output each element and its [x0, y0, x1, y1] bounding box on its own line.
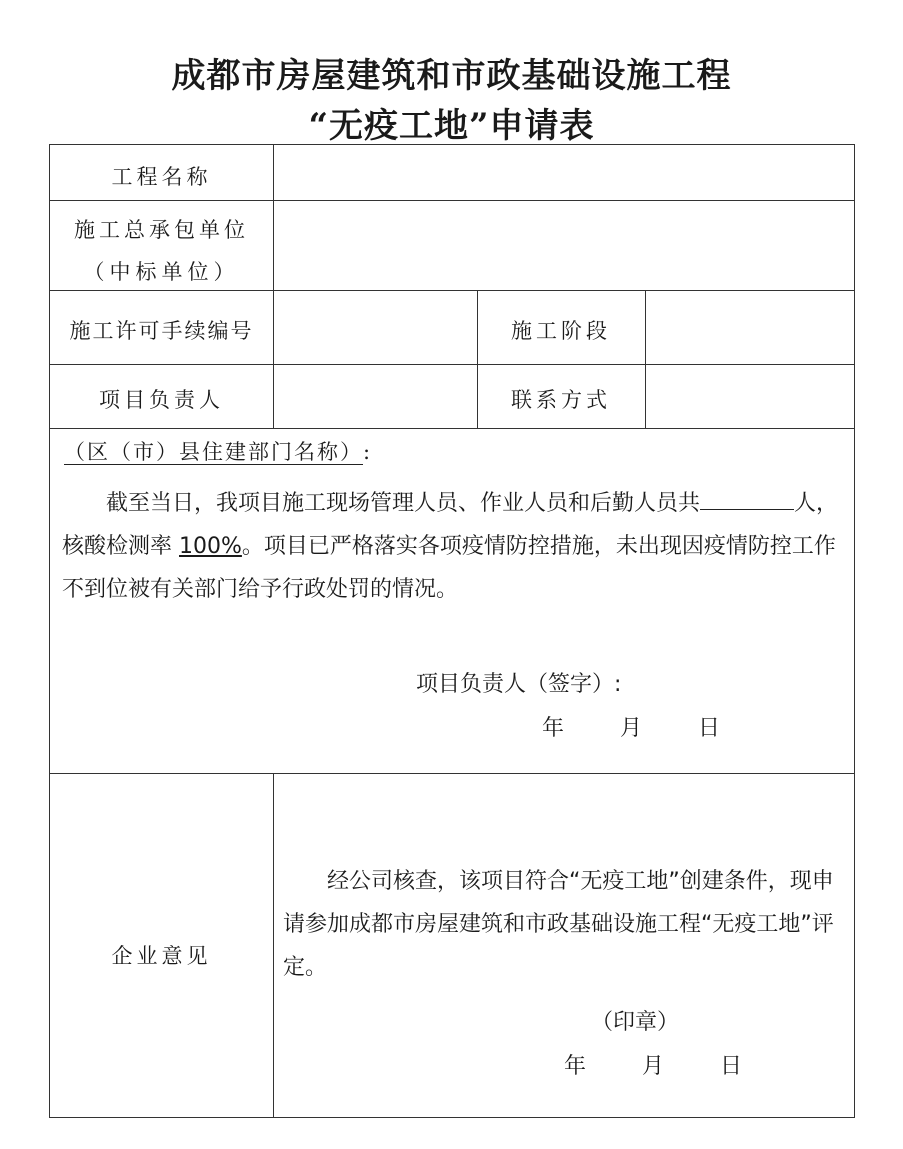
- year-label: 年: [564, 1054, 587, 1079]
- project-name-field[interactable]: [275, 146, 853, 199]
- row-divider: [50, 290, 854, 291]
- column-divider: [273, 773, 274, 1117]
- column-divider: [645, 290, 646, 428]
- department-salutation: （区（市）县住建部门名称）:: [64, 440, 373, 464]
- row-divider: [50, 773, 854, 774]
- column-divider: [273, 145, 274, 428]
- personnel-count-blank[interactable]: [700, 485, 742, 510]
- row-divider: [50, 428, 854, 429]
- row-divider: [50, 364, 854, 365]
- month-label: 月: [642, 1054, 665, 1079]
- permit-number-label: 施工许可手续编号: [69, 319, 254, 343]
- enterprise-opinion-text: 经公司核查，该项目符合“无疫工地”创建条件，现申请参加成都市房屋建筑和市政基础设施工程“无疫工地”评定。: [283, 869, 834, 980]
- declaration-date: [542, 711, 720, 742]
- month-label: 月: [620, 716, 643, 741]
- personnel-count-blank-cont[interactable]: [742, 485, 794, 510]
- form-title-line2: “无疫工地”申请表: [308, 106, 595, 146]
- contact-label: 联系方式: [511, 388, 611, 412]
- seal-label: （印章）: [591, 1010, 680, 1035]
- test-rate-value: 100%: [179, 534, 242, 559]
- department-name-blank[interactable]: （区（市）县住建部门名称）: [64, 440, 363, 464]
- project-manager-field[interactable]: [275, 366, 476, 427]
- permit-number-field[interactable]: [275, 292, 476, 363]
- construction-stage-field[interactable]: [647, 292, 853, 363]
- day-label: 日: [698, 716, 721, 741]
- day-label: 日: [720, 1054, 743, 1079]
- row-divider: [50, 200, 854, 201]
- contractor-sublabel: （中标单位）: [83, 260, 240, 284]
- enterprise-opinion-label: 企业意见: [111, 944, 212, 968]
- project-manager-label: 项目负责人: [99, 388, 224, 412]
- manager-signature-label: 项目负责人（签字）:: [416, 672, 622, 697]
- contractor-field[interactable]: [275, 202, 853, 289]
- construction-stage-label: 施工阶段: [511, 319, 611, 343]
- form-title-line1: 成都市房屋建筑和市政基础设施工程: [171, 56, 732, 96]
- enterprise-date: [564, 1049, 742, 1080]
- declaration-paragraph: 截至当日，我项目施工现场管理人员、作业人员和后勤人员共 人，核酸检测率 100%。项目已严格落实各项疫情防控措施，未出现因疫情防控工作不到位被有关部门给予行政处罚的情况。: [62, 482, 846, 611]
- contractor-label: 施工总承包单位: [74, 218, 249, 242]
- project-name-label: 工程名称: [111, 165, 212, 189]
- year-label: 年: [542, 716, 565, 741]
- application-form-table: [49, 144, 855, 1118]
- contact-field[interactable]: [647, 366, 853, 427]
